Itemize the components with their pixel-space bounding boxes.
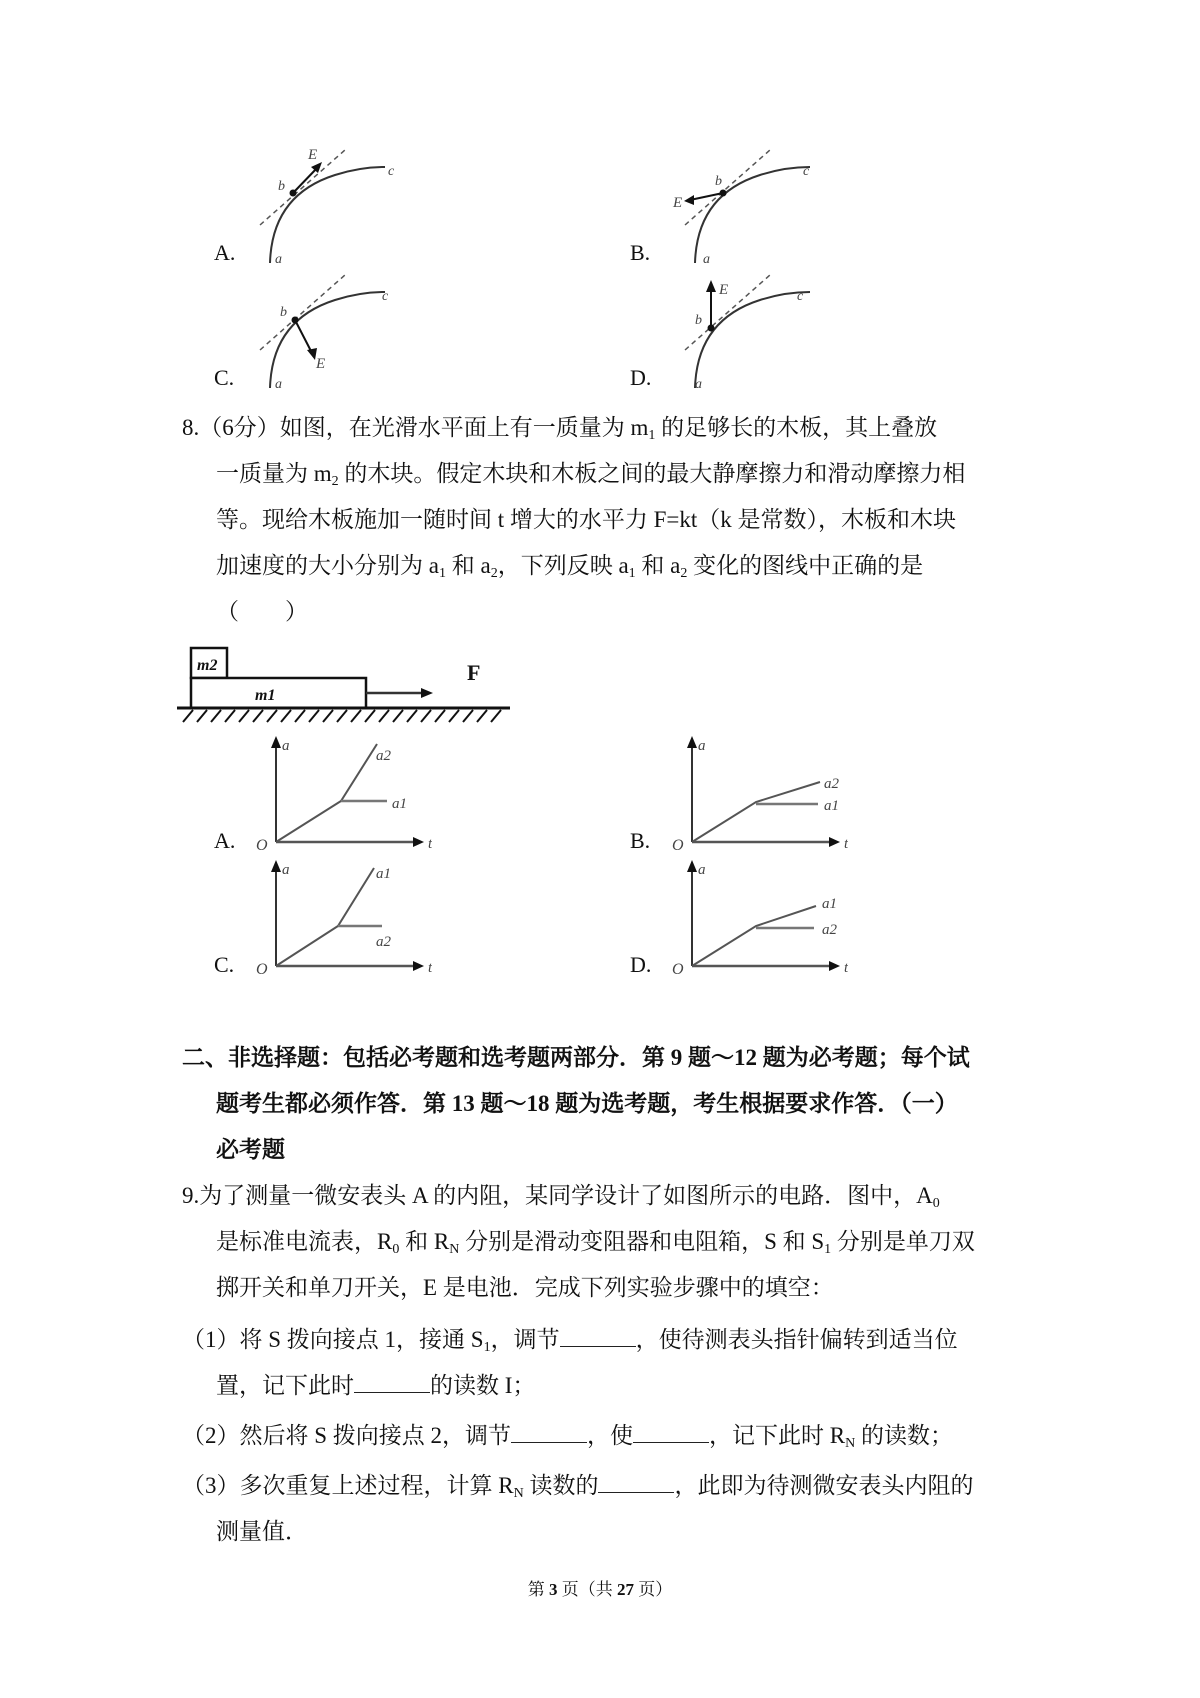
svg-text:a: a	[282, 862, 290, 878]
svg-text:F: F	[467, 660, 481, 685]
section-heading-line-2: 题考生都必须作答．第 13 题～18 题为选考题，考生根据要求作答．（一）	[216, 1091, 958, 1116]
svg-text:E: E	[308, 147, 318, 163]
svg-text:O: O	[256, 837, 268, 852]
option-label: B.	[630, 828, 651, 853]
svg-text:a: a	[698, 738, 706, 754]
acceleration-graph-b	[668, 732, 848, 852]
fill-blank[interactable]	[511, 1422, 587, 1443]
svg-text:t: t	[428, 836, 432, 852]
svg-text:a2: a2	[376, 934, 391, 950]
svg-text:c: c	[803, 164, 810, 179]
current-page: 3	[549, 1580, 558, 1599]
q9-line-1: 9.为了测量一微安表头 A 的内阻，某同学设计了如图所示的电路．图中，$A_0$	[182, 1183, 940, 1211]
q9-step-1-cont: 置，记下此时 的读数 I；	[216, 1373, 536, 1398]
svg-text:E: E	[673, 195, 683, 211]
fill-blank[interactable]	[560, 1326, 636, 1347]
field-line-diagram-d	[665, 270, 835, 390]
svg-text:O: O	[672, 961, 684, 976]
svg-text:t: t	[428, 960, 432, 976]
svg-text:a: a	[282, 738, 290, 754]
svg-text:a1: a1	[824, 798, 839, 814]
fill-blank[interactable]	[633, 1422, 709, 1443]
acceleration-graph-c	[252, 856, 432, 976]
svg-text:a2: a2	[824, 776, 839, 792]
field-line-diagram-a	[240, 145, 410, 265]
svg-text:t: t	[844, 960, 848, 976]
q9-step-3-cont: 测量值．	[216, 1519, 308, 1544]
option-label: D.	[630, 365, 652, 390]
acceleration-graph-d	[668, 856, 848, 976]
svg-text:m1: m1	[255, 687, 276, 704]
svg-text:a2: a2	[822, 922, 837, 938]
fill-blank[interactable]	[354, 1372, 430, 1393]
option-label: C.	[214, 365, 235, 390]
svg-text:a1: a1	[376, 866, 391, 882]
svg-text:t: t	[844, 836, 848, 852]
svg-text:a2: a2	[376, 748, 391, 764]
q8-line-1: 8.（6分）如图，在光滑水平面上有一质量为 $m_1$ 的足够长的木板，其上叠放	[182, 415, 938, 443]
svg-text:c: c	[797, 289, 804, 304]
answer-parentheses: （ ）	[216, 599, 308, 624]
svg-text:a: a	[275, 252, 282, 265]
svg-text:a1: a1	[392, 796, 407, 812]
option-label: C.	[214, 952, 235, 977]
field-line-diagram-b	[665, 145, 835, 265]
svg-text:m2: m2	[197, 657, 218, 674]
fill-blank[interactable]	[598, 1472, 674, 1493]
svg-text:E: E	[719, 282, 729, 298]
page-footer: 第 3 页（共 27 页）	[527, 1580, 673, 1599]
svg-text:c: c	[382, 289, 389, 304]
svg-text:a: a	[275, 377, 282, 390]
option-label: A.	[214, 828, 236, 853]
field-line-diagram-c	[240, 270, 410, 390]
q9-step-1: （1）将 S 拨向接点 1，接通 $S_1$，调节 ，使待测表头指针偏转到适当位	[182, 1327, 958, 1355]
acceleration-graph-a	[252, 732, 432, 852]
svg-text:a: a	[698, 862, 706, 878]
q9-line-3: 掷开关和单刀开关，E 是电池．完成下列实验步骤中的填空：	[216, 1275, 834, 1300]
svg-text:b: b	[715, 174, 722, 189]
option-label: D.	[630, 952, 652, 977]
svg-text:O: O	[672, 837, 684, 852]
svg-text:a1: a1	[822, 896, 837, 912]
q9-step-2: （2）然后将 S 拨向接点 2，调节 ，使 ，记下此时 $R_N$ 的读数；	[182, 1423, 954, 1451]
svg-text:b: b	[278, 179, 285, 194]
svg-text:E: E	[316, 356, 326, 372]
svg-text:O: O	[256, 961, 268, 976]
section-heading-line-3: 必考题	[216, 1137, 285, 1162]
svg-text:a: a	[703, 252, 710, 265]
option-label: B.	[630, 240, 651, 265]
q8-line-4: 加速度的大小分别为 $a_1$ 和 $a_2$，下列反映 $a_1$ 和 $a_2$ 变化的图线中正确的是	[216, 553, 924, 581]
block-on-board-diagram	[175, 640, 515, 725]
q8-line-2: 一质量为 $m_2$ 的木块。假定木块和木板之间的最大静摩擦力和滑动摩擦力相	[216, 461, 966, 489]
q9-step-3: （3）多次重复上述过程，计算 $R_N$ 读数的 ，此即为待测微安表头内阻的	[182, 1473, 974, 1501]
svg-text:a: a	[695, 377, 702, 390]
q9-line-2: 是标准电流表，$R_0$ 和 $R_N$ 分别是滑动变阻器和电阻箱，S 和 $S_1$ 分别是单刀双	[216, 1229, 975, 1257]
svg-text:b: b	[280, 305, 287, 320]
option-label: A.	[214, 240, 236, 265]
total-pages: 27	[617, 1580, 634, 1599]
section-heading-line-1: 二、非选择题：包括必考题和选考题两部分．第 9 题～12 题为必考题；每个试	[182, 1045, 970, 1070]
svg-text:c: c	[388, 164, 395, 179]
svg-text:b: b	[695, 313, 702, 328]
q8-line-3: 等。现给木板施加一随时间 t 增大的水平力 F=kt（k 是常数），木板和木块	[216, 507, 957, 532]
